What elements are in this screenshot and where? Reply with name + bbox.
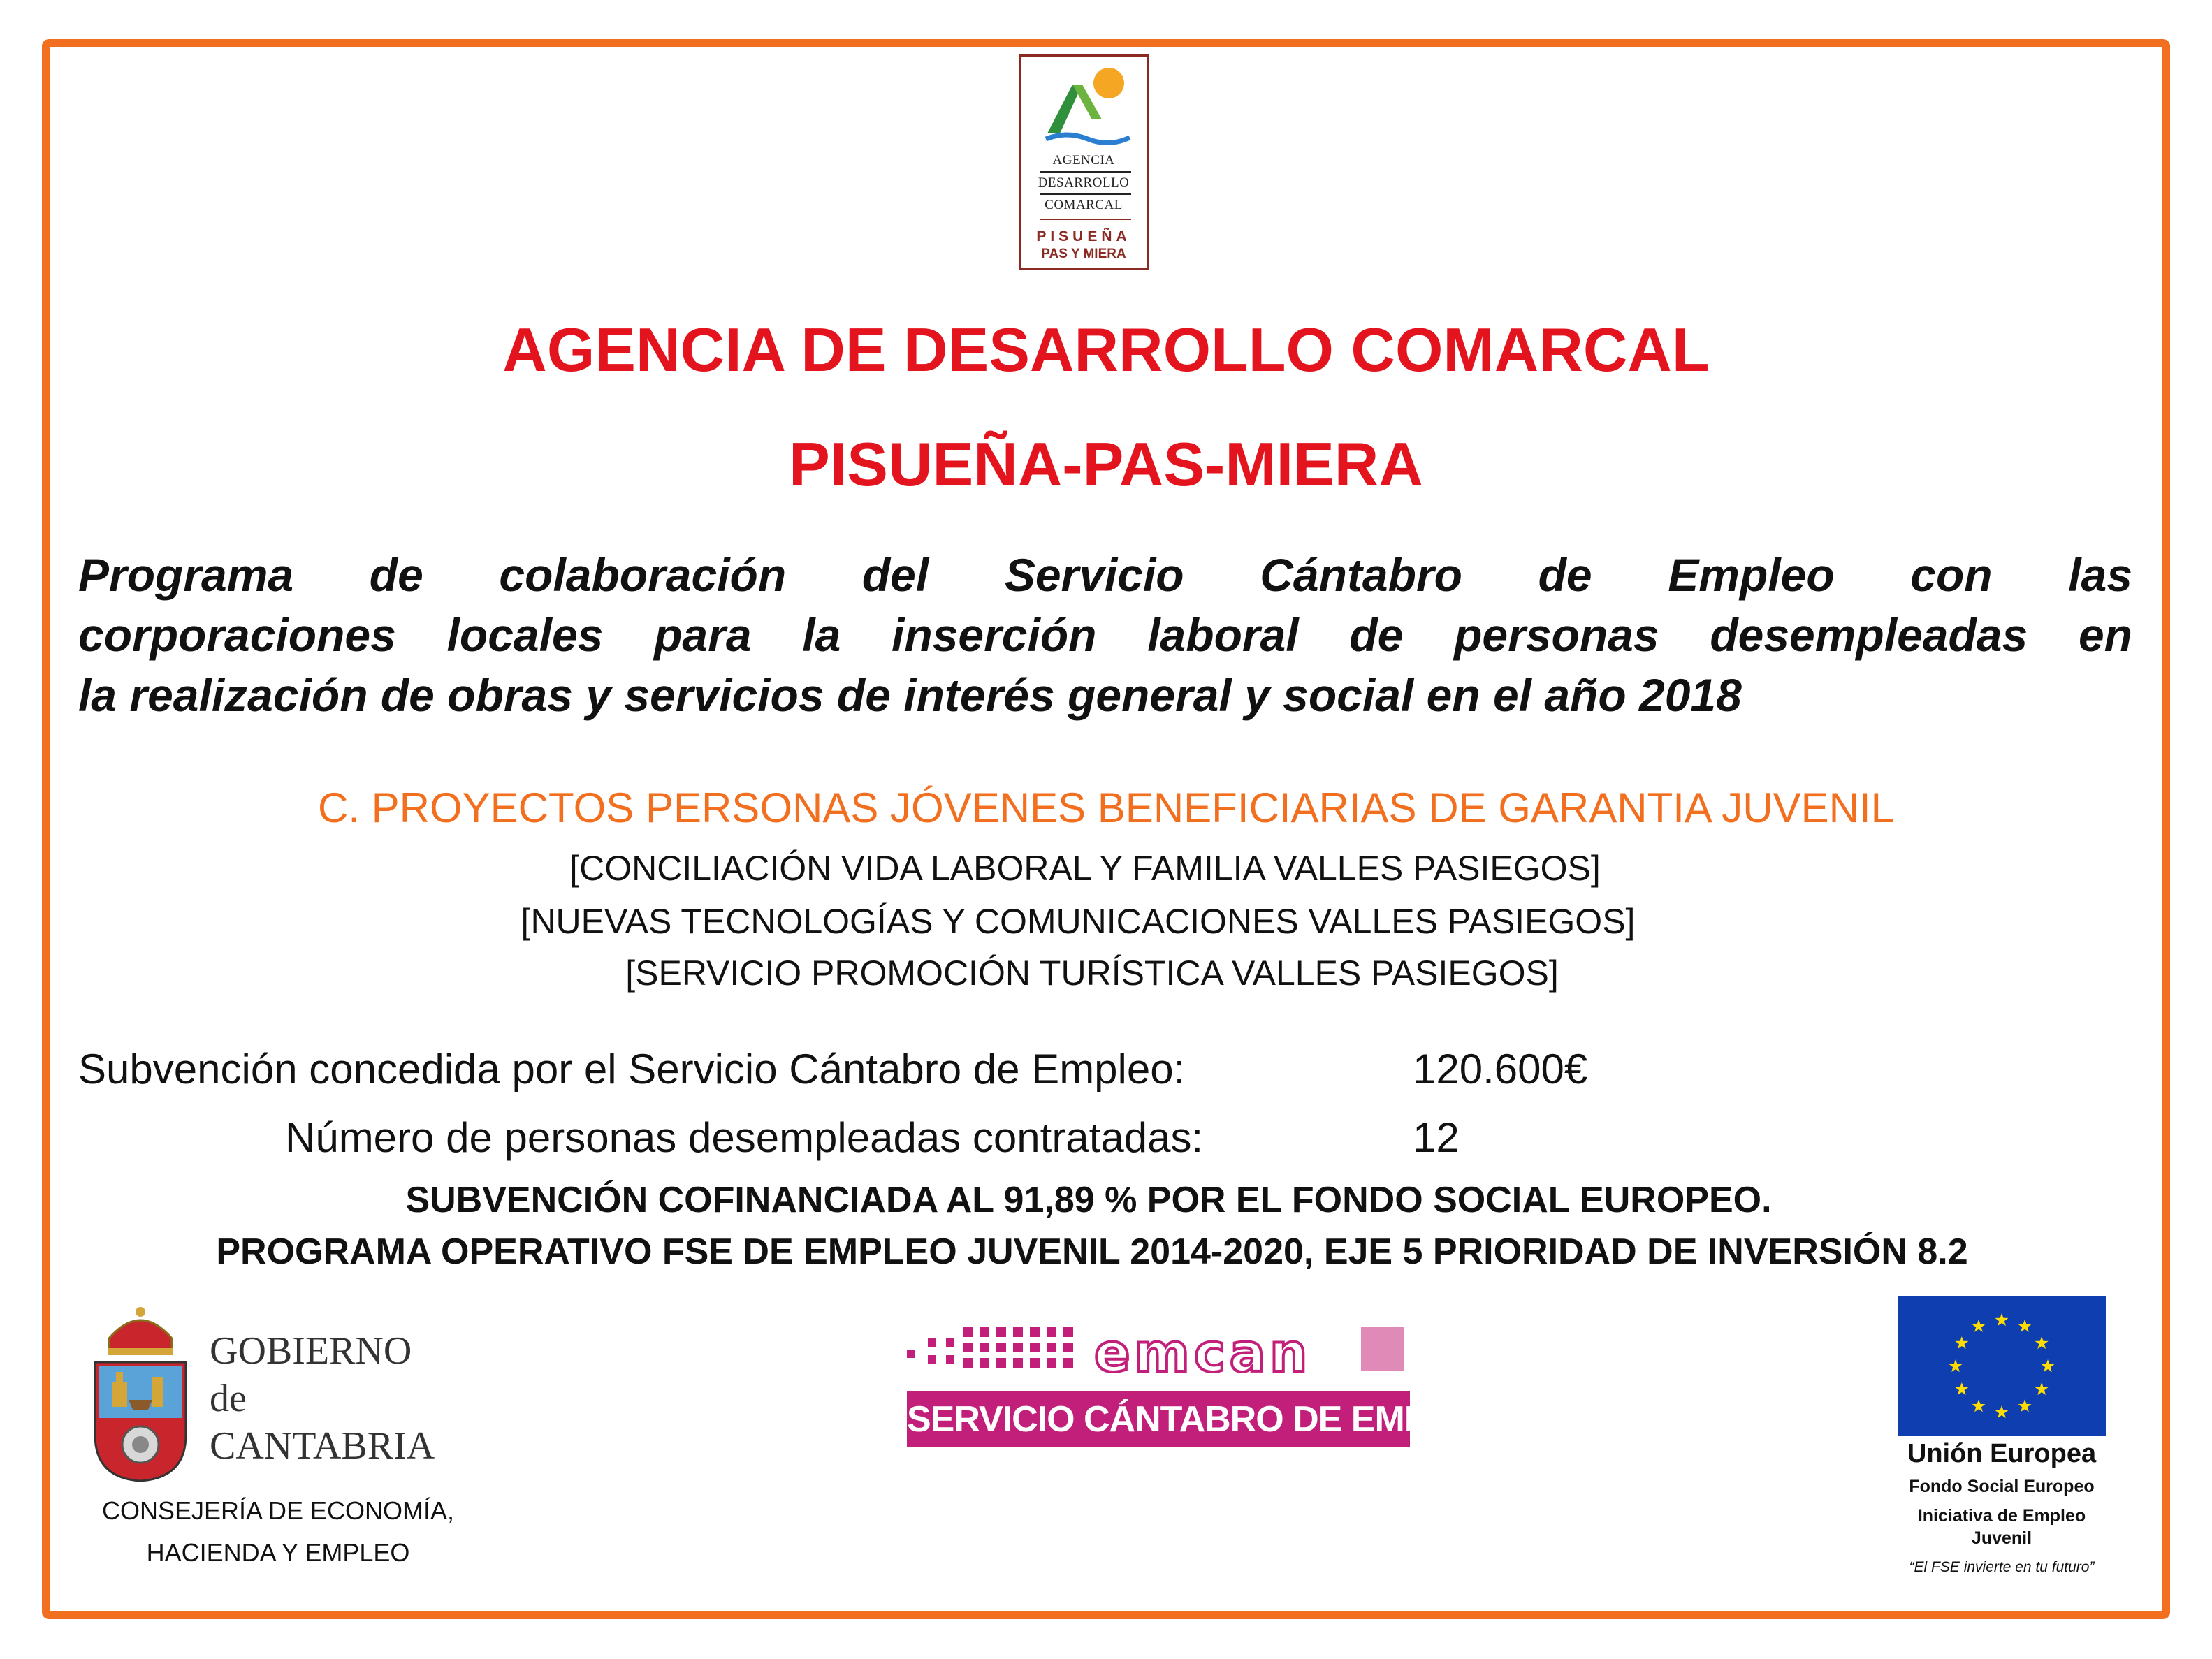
program-line: corporaciones locales para la inserción laboral de personas desempleadas en: [78, 609, 2132, 661]
emcan-wordmark: emcan: [1094, 1322, 1312, 1384]
operative-program-note: PROGRAMA OPERATIVO FSE DE EMPLEO JUVENIL 2014-2020, EJE 5 PRIORIDAD DE INVERSIÓN 8.2: [216, 1232, 1968, 1272]
logo-rule: [1040, 193, 1131, 195]
eu-motto: “El FSE invierte en tu futuro”: [1909, 1559, 2095, 1575]
gobierno-line: CANTABRIA: [210, 1424, 435, 1468]
eu-initiative: Juvenil: [1971, 1528, 2032, 1548]
logo-line-pas-miera: PAS Y MIERA: [1041, 247, 1126, 261]
subsidy-label: Subvención concedida por el Servicio Cántabro de Empleo:: [78, 1046, 1186, 1092]
eu-star: [1972, 1320, 1986, 1332]
page-subtitle: PISUEÑA-PAS-MIERA: [789, 430, 1423, 499]
eu-star: [1949, 1359, 1963, 1372]
eu-flag-icon: [1898, 1296, 2106, 1436]
eu-star: [2018, 1399, 2032, 1412]
eu-star: [1955, 1382, 1968, 1395]
eu-star: [1995, 1405, 2009, 1418]
project-item: [SERVICIO PROMOCIÓN TURÍSTICA VALLES PASIEGOS]: [625, 953, 1559, 993]
program-description: [78, 545, 2132, 725]
mountain-sun-icon: [1039, 64, 1133, 147]
gobierno-cantabria-logo: [82, 1292, 474, 1572]
logo-line-desarrollo: DESARROLLO: [1038, 175, 1130, 190]
logo-line-comarcal: COMARCAL: [1045, 198, 1123, 212]
logo-rule: [1040, 219, 1131, 220]
eu-star: [1995, 1313, 2009, 1326]
project-item: [NUEVAS TECNOLOGÍAS Y COMUNICACIONES VALLES PASIEGOS]: [521, 902, 1636, 941]
coat-of-arms-icon: [88, 1295, 193, 1484]
eu-logo: [1893, 1291, 2110, 1584]
eu-star: [2035, 1336, 2049, 1349]
logo-rule: [1040, 171, 1131, 173]
cofinancing-note: SUBVENCIÓN COFINANCIADA AL 91,89 % POR EL FONDO SOCIAL EUROPEO.: [405, 1180, 1772, 1220]
eu-fund: Fondo Social Europeo: [1909, 1477, 2095, 1496]
hires-label: Número de personas desempleadas contratadas:: [285, 1114, 1204, 1161]
eu-star: [1955, 1336, 1968, 1349]
gobierno-line: de: [210, 1377, 247, 1420]
logo-line-pisuena: PISUEÑA: [1036, 228, 1131, 244]
logo-line-agencia: AGENCIA: [1052, 153, 1115, 168]
subsidy-value: 120.600€: [1413, 1046, 1588, 1092]
program-line: Programa de colaboración del Servicio Cántabro de Empleo con las: [78, 549, 2132, 601]
consejeria-line: HACIENDA Y EMPLEO: [146, 1538, 410, 1567]
gobierno-line: GOBIERNO: [210, 1329, 412, 1373]
eu-title: Unión Europea: [1907, 1439, 2097, 1468]
eu-star: [2035, 1382, 2049, 1395]
eu-star: [2042, 1359, 2055, 1372]
emcan-service-label: SERVICIO CÁNTABRO DE EMPLEO: [907, 1391, 1410, 1447]
eu-initiative: Iniciativa de Empleo: [1917, 1506, 2086, 1526]
project-item: [CONCILIACIÓN VIDA LABORAL Y FAMILIA VALLES PASIEGOS]: [569, 849, 1601, 888]
eu-star: [1972, 1399, 1986, 1412]
agency-logo: [1019, 54, 1149, 270]
hires-value: 12: [1413, 1114, 1460, 1161]
eu-star: [2018, 1320, 2032, 1332]
section-title: C. PROYECTOS PERSONAS JÓVENES BENEFICIARIAS DE GARANTIA JUVENIL: [317, 784, 1895, 831]
consejeria-line: CONSEJERÍA DE ECONOMÍA,: [101, 1496, 455, 1525]
emcan-logo: [907, 1322, 1501, 1447]
page-title: AGENCIA DE DESARROLLO COMARCAL: [502, 315, 1710, 384]
program-line: la realización de obras y servicios de interés general y social en el año 2018: [78, 669, 1742, 721]
